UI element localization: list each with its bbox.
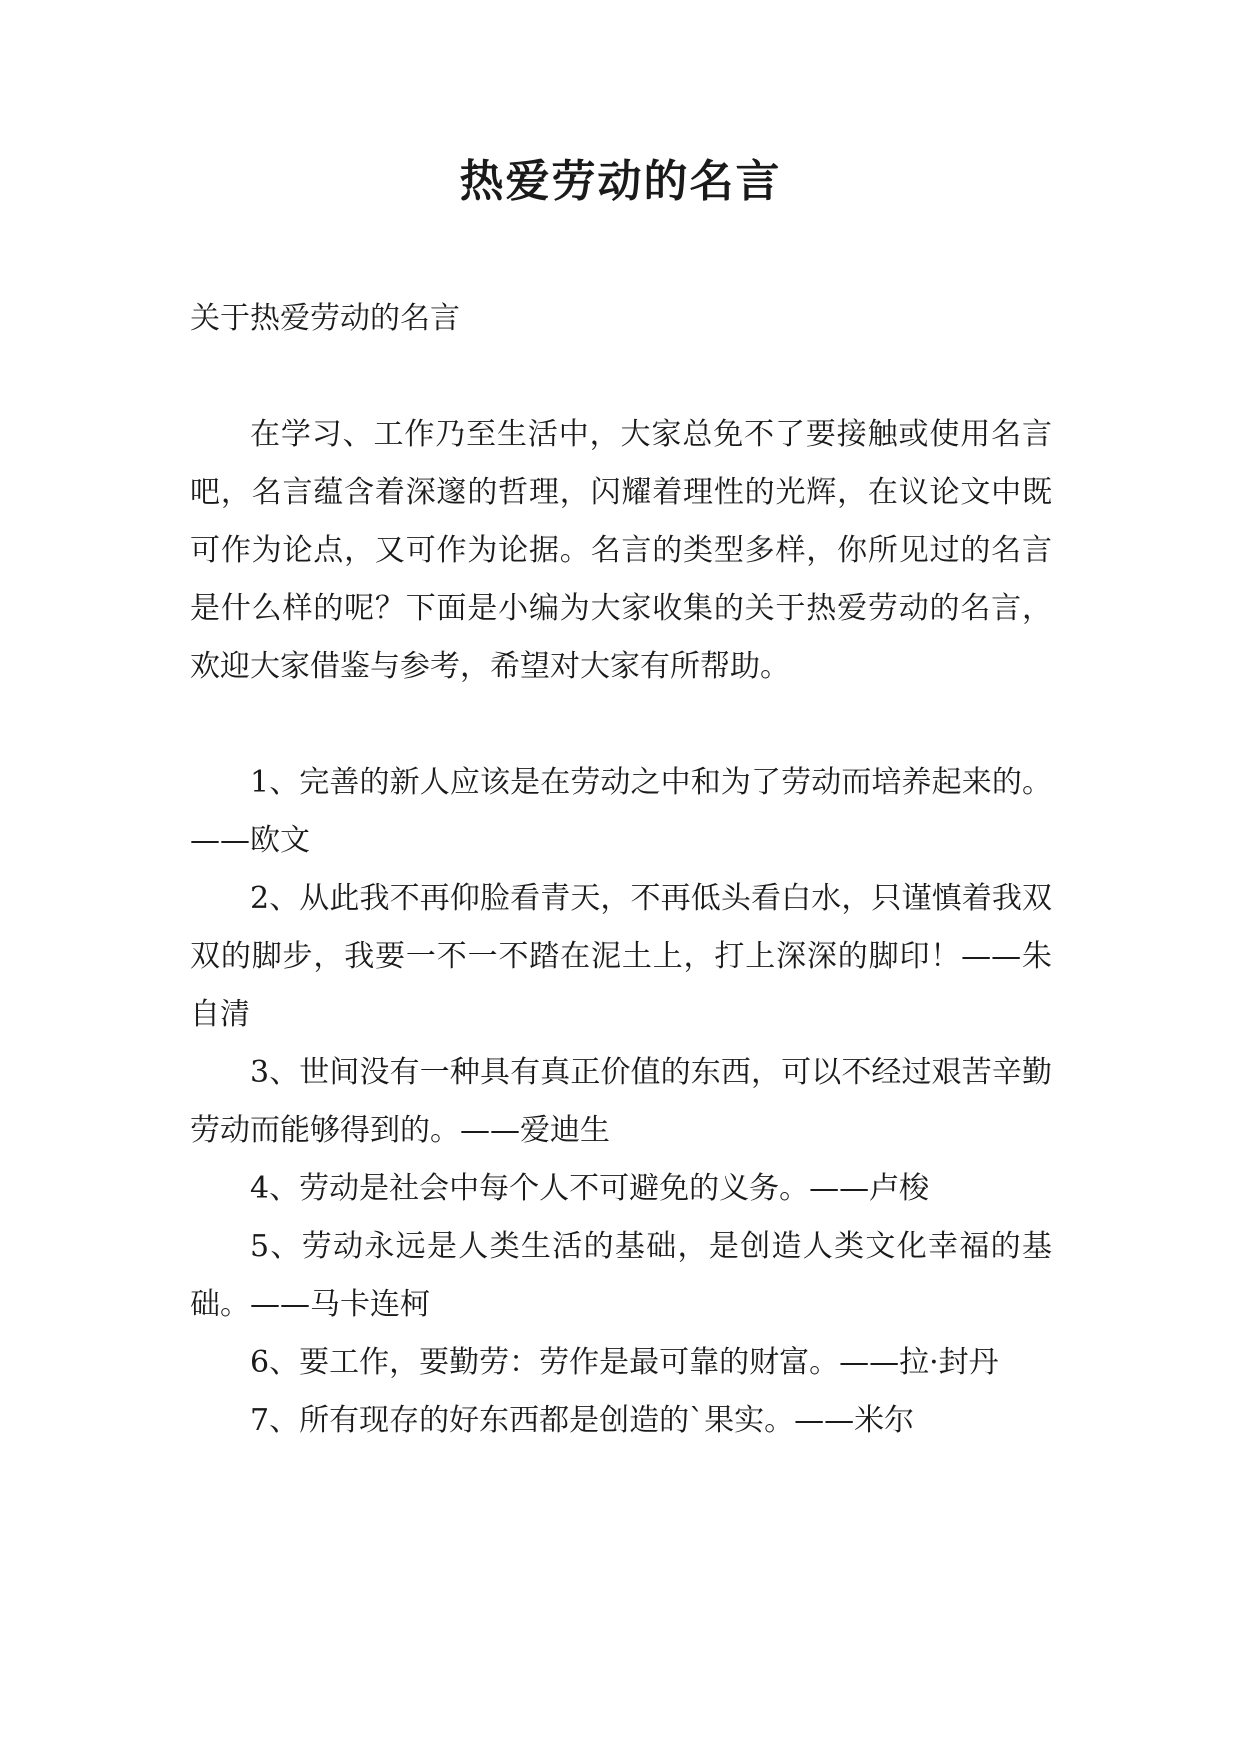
quote-item: 5、劳动永远是人类生活的基础，是创造人类文化幸福的基础。——马卡连柯 <box>190 1229 1052 1322</box>
document-title: 热爱劳动的名言 <box>459 156 782 207</box>
quote-item: 7、所有现存的好东西都是创造的`果实。——米尔 <box>250 1403 915 1438</box>
quote-item: 2、从此我不再仰脸看青天，不再低头看白水，只谨慎着我双双的脚步，我要一不一不踏在泥土上，打上深深的脚印！——朱自清 <box>190 881 1052 1032</box>
quote-item: 6、要工作，要勤劳：劳作是最可靠的财富。——拉·封丹 <box>250 1345 999 1380</box>
quote-item: 1、完善的新人应该是在劳动之中和为了劳动而培养起来的。——欧文 <box>190 765 1052 858</box>
intro-paragraph: 在学习、工作乃至生活中，大家总免不了要接触或使用名言吧，名言蕴含着深邃的哲理，闪耀着理性的光辉，在议论文中既可作为论点，又可作为论据。名言的类型多样，你所见过的名言是什么样的呢？下面是小编为大家收集的关于热爱劳动的名言，欢迎大家借鉴与参考，希望对大家有所帮助。 <box>190 417 1052 684</box>
document-subtitle: 关于热爱劳动的名言 <box>190 301 460 336</box>
document-body <box>190 290 1052 1450</box>
quote-item: 3、世间没有一种具有真正价值的东西，可以不经过艰苦辛勤劳动而能够得到的。——爱迪生 <box>190 1055 1052 1148</box>
quote-item: 4、劳动是社会中每个人不可避免的义务。——卢梭 <box>250 1171 930 1206</box>
